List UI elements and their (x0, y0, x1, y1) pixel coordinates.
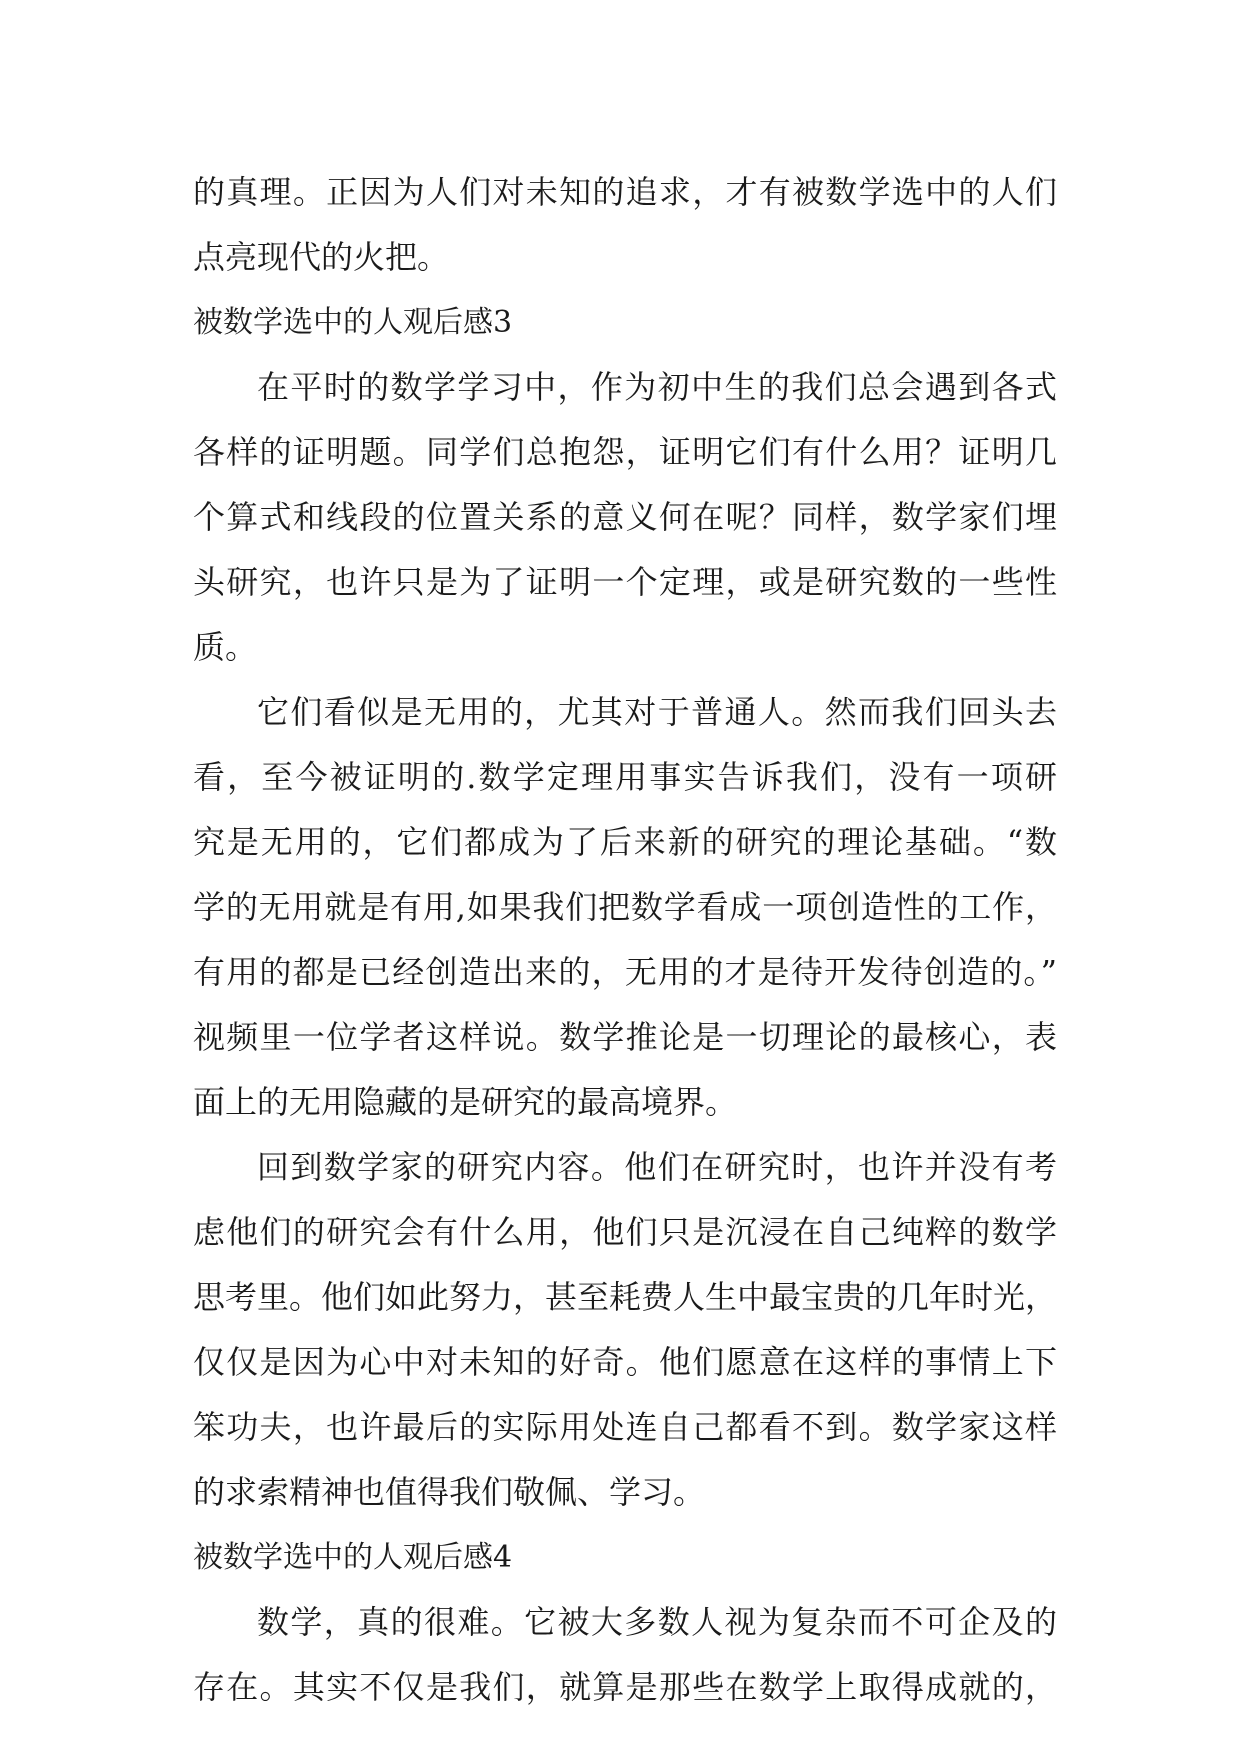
text-line: 笨功夫，也许最后的实际用处连自己都看不到。数学家这样 (193, 1408, 1057, 1446)
document-body (193, 160, 1057, 1720)
section-heading: 被数学选中的人观后感3 (193, 305, 513, 340)
text-line: 在平时的数学学习中，作为初中生的我们总会遇到各式 (257, 368, 1057, 406)
paragraph (193, 1135, 1057, 1525)
text-line: 点亮现代的火把。 (193, 238, 450, 276)
text-line: 视频里一位学者这样说。数学推论是一切理论的最核心，表 (193, 1018, 1057, 1056)
text-line: 有用的都是已经创造出来的，无用的才是待开发待创造的。” (193, 953, 1057, 991)
paragraph (193, 1590, 1057, 1720)
section-heading: 被数学选中的人观后感4 (193, 1540, 513, 1575)
text-line: 的求索精神也值得我们敬佩、学习。 (193, 1473, 706, 1511)
paragraph (193, 680, 1057, 1135)
text-line: 各样的证明题。同学们总抱怨，证明它们有什么用？证明几 (193, 433, 1057, 471)
paragraph-continuation (193, 160, 1057, 290)
text-line: 它们看似是无用的，尤其对于普通人。然而我们回头去 (257, 693, 1057, 731)
text-line: 究是无用的，它们都成为了后来新的研究的理论基础。“数 (193, 823, 1057, 861)
text-line: 回到数学家的研究内容。他们在研究时，也许并没有考 (257, 1148, 1057, 1186)
text-line: 看，至今被证明的.数学定理用事实告诉我们，没有一项研 (193, 758, 1057, 796)
text-line: 面上的无用隐藏的是研究的最高境界。 (193, 1083, 738, 1121)
text-line: 数学，真的很难。它被大多数人视为复杂而不可企及的 (257, 1603, 1057, 1641)
text-line: 个算式和线段的位置关系的意义何在呢？同样，数学家们埋 (193, 498, 1057, 536)
text-line: 学的无用就是有用,如果我们把数学看成一项创造性的工作， (193, 888, 1057, 926)
text-line: 思考里。他们如此努力，甚至耗费人生中最宝贵的几年时光， (193, 1278, 1058, 1316)
text-line: 质。 (193, 628, 258, 666)
text-line: 仅仅是因为心中对未知的好奇。他们愿意在这样的事情上下 (193, 1343, 1057, 1381)
text-line: 的真理。正因为人们对未知的追求，才有被数学选中的人们 (193, 173, 1057, 211)
text-line: 虑他们的研究会有什么用，他们只是沉浸在自己纯粹的数学 (193, 1213, 1057, 1251)
text-line: 头研究，也许只是为了证明一个定理，或是研究数的一些性 (193, 563, 1057, 601)
paragraph (193, 355, 1057, 680)
text-line: 存在。其实不仅是我们，就算是那些在数学上取得成就的， (193, 1668, 1057, 1706)
